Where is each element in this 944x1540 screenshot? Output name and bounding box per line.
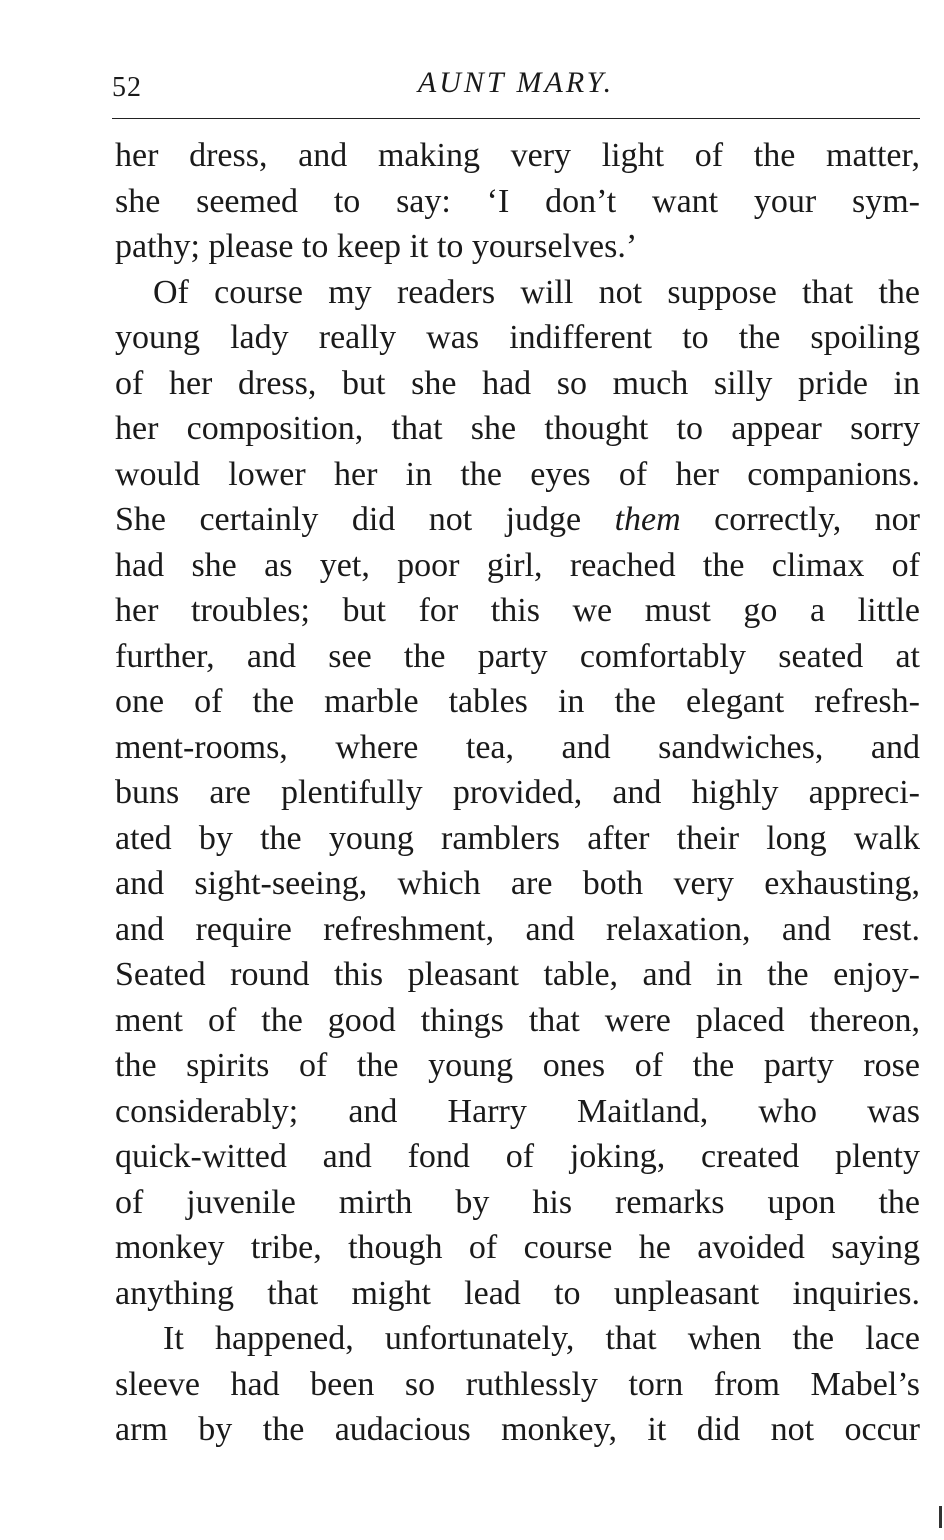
text-line: of juvenile mirth by his remarks upon the [115,1183,920,1221]
text-line: she seemed to say: ‘I don’t want your sym- [115,182,920,220]
text-line: of her dress, but she had so much silly pride in [115,364,920,402]
text-line [115,497,920,543]
text-line: ment of the good things that were placed thereon, [115,1001,920,1039]
text-line: and sight-seeing, which are both very exhausting, [115,865,920,902]
body-text [115,133,920,1453]
running-head [112,66,920,106]
text-line: and require refreshment, and relaxation, and rest. [115,910,920,948]
text-line: quick-witted and fond of joking, created plenty [115,1138,920,1175]
text-line: considerably; and Harry Maitland, who was [115,1092,920,1130]
page-number: 52 [112,72,142,103]
text-segment: correctly, nor [714,501,921,538]
text-line: It happened, unfortunately, that when the lace [163,1320,920,1357]
text-line: had she as yet, poor girl, reached the climax of [115,546,920,584]
text-line: the spirits of the young ones of the party rose [115,1047,920,1084]
header-rule [112,118,920,119]
text-segment: She certainly did not judge [115,501,582,538]
text-line: sleeve had been so ruthlessly torn from Mabel’s [115,1365,920,1403]
italic-word: them [614,501,681,538]
text-line: her composition, that she thought to appear sorry [115,410,920,447]
text-line: ated by the young ramblers after their long walk [115,819,920,857]
running-title: AUNT MARY. [417,66,615,99]
text-line: Of course my readers will not suppose that the [153,273,920,311]
text-line: pathy; please to keep it to yourselves.’ [115,228,638,265]
scan-speck [939,1506,942,1528]
text-line: Seated round this pleasant table, and in the enjoy- [115,956,920,993]
text-line: arm by the audacious monkey, it did not occur [115,1411,920,1448]
text-line: ment-rooms, where tea, and sandwiches, and [115,728,920,766]
text-line: young lady really was indifferent to the spoiling [115,319,920,356]
text-line: her troubles; but for this we must go a little [115,592,920,629]
text-line: one of the marble tables in the elegant refresh- [115,683,920,720]
text-line: her dress, and making very light of the matter, [115,137,920,174]
text-line: buns are plentifully provided, and highly appreci- [115,774,920,811]
text-line: monkey tribe, though of course he avoided saying [115,1229,920,1266]
text-line: further, and see the party comfortably seated at [115,637,920,675]
text-line: anything that might lead to unpleasant inquiries. [115,1274,920,1312]
text-line: would lower her in the eyes of her companions. [115,455,920,493]
